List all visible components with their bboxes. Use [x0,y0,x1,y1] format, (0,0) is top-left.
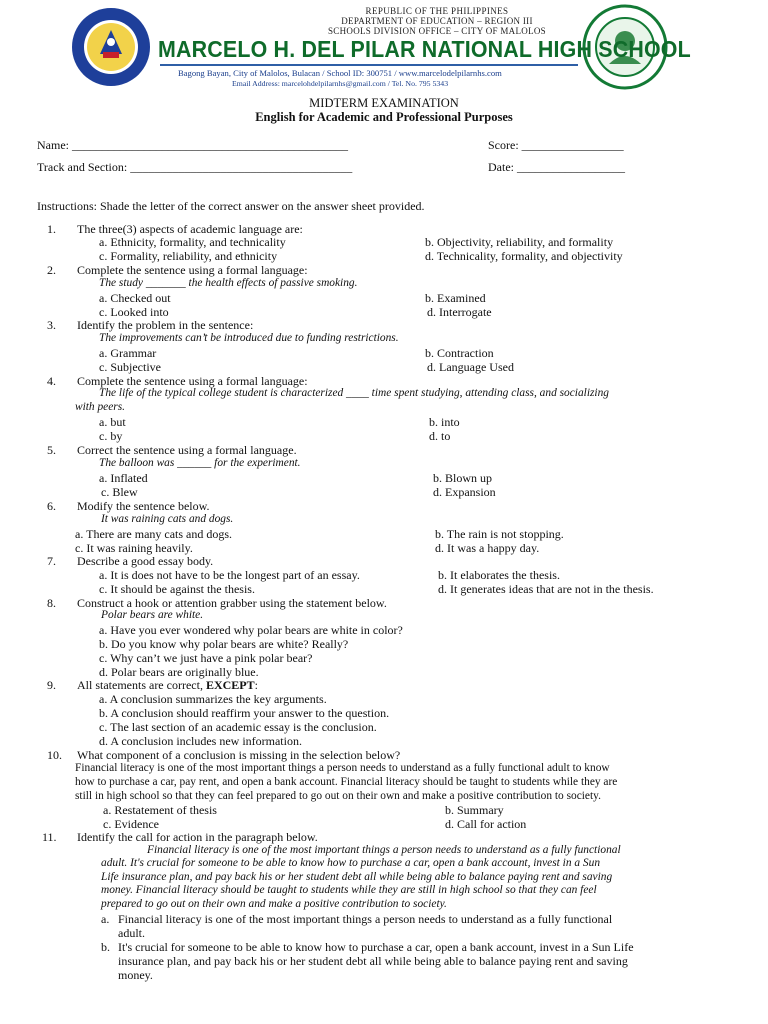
question-stem: Describe a good essay body. [77,554,214,568]
question-number: 4. [47,374,56,388]
option-d[interactable]: d. It was a happy day. [435,541,540,555]
score-field[interactable]: Score: _________________ [488,138,624,152]
option-b[interactable]: b. Blown up [433,471,493,485]
option-c[interactable]: c. Evidence [103,817,159,831]
option-b[interactable]: b. Examined [425,291,486,305]
question-number: 5. [47,443,56,457]
option-c[interactable]: c. Subjective [99,360,161,374]
passage-line: Financial literacy is one of the most important things a person needs to understand as a fully functional adult to know [75,762,610,774]
option-c[interactable]: c. Looked into [99,305,169,319]
option-a[interactable]: a. Grammar [99,346,157,360]
passage-line: adult. It's crucial for someone to be able to know how to purchase a car, open a bank account, invest in a Sun [101,857,601,869]
option-b[interactable]: b. It elaborates the thesis. [438,568,560,582]
republic-line: REPUBLIC OF THE PHILIPPINES [365,6,509,16]
name-field[interactable]: Name: ______________________________________________ [37,138,348,152]
option-a-letter[interactable]: a. [101,912,110,926]
question-prompt: The improvements can’t be introduced due to funding restrictions. [99,332,399,344]
option-d[interactable]: d. It generates ideas that are not in the thesis. [438,582,654,596]
option-c[interactable]: c. Blew [101,485,138,499]
question-number: 10. [47,748,62,762]
division-line: SCHOOLS DIVISION OFFICE – CITY OF MALOLOS [328,26,546,36]
option-c[interactable]: c. The last section of an academic essay is the conclusion. [99,720,377,734]
question-stem: Complete the sentence using a formal language: [77,263,308,277]
question-number: 11. [42,830,57,844]
school-address: Bagong Bayan, City of Malolos, Bulacan / School ID: 300751 / www.marcelodelpilarnhs.com [178,68,502,78]
option-d[interactable]: d. A conclusion includes new information. [99,734,302,748]
question-prompt-cont: with peers. [75,401,125,413]
option-a[interactable]: a. Ethnicity, formality, and technicality [99,235,286,249]
passage-line: still in high school so that they can feel prepared to go out on their own and make a positive contribution to society. [75,790,601,802]
option-b-cont[interactable]: insurance plan, and pay back his or her student debt all while being able to balance paying rent and saving [118,954,628,968]
exam-subject: English for Academic and Professional Purposes [255,110,513,124]
option-a[interactable]: Financial literacy is one of the most important things a person needs to understand as a fully functional [118,912,613,926]
question-stem: Identify the problem in the sentence: [77,318,254,332]
option-b[interactable]: b. Contraction [425,346,494,360]
option-b[interactable]: b. into [429,415,460,429]
header-rule [160,64,578,66]
deped-seal-icon [70,6,152,88]
option-d[interactable]: d. Interrogate [427,305,492,319]
option-d[interactable]: d. Polar bears are originally blue. [99,665,259,679]
passage-line: money. Financial literacy should be taught to students while they are still in high school so that they can feel [101,884,597,896]
option-b[interactable]: b. Objectivity, reliability, and formality [425,235,614,249]
option-d[interactable]: d. to [429,429,451,443]
question-stem: Construct a hook or attention grabber using the statement below. [77,596,387,610]
question-stem: Complete the sentence using a formal language: [77,374,308,388]
option-d[interactable]: d. Call for action [445,817,527,831]
option-a[interactable]: a. It is does not have to be the longest part of an essay. [99,568,360,582]
passage-line: how to purchase a car, pay rent, and open a bank account. Financial literacy should be taught to students while they are [75,776,618,788]
option-a[interactable]: a. Checked out [99,291,171,305]
question-number: 3. [47,318,56,332]
option-c[interactable]: c. It should be against the thesis. [99,582,255,596]
passage-line: Life insurance plan, and pay back his or her student debt all while being able to balance paying rent and saving [101,871,613,883]
track-section-field[interactable]: Track and Section: _____________________________________ [37,160,353,174]
option-a[interactable]: a. Restatement of thesis [103,803,217,817]
question-number: 7. [47,554,56,568]
option-b[interactable]: b. A conclusion should reaffirm your answer to the question. [99,706,390,720]
option-c[interactable]: c. Why can’t we just have a pink polar bear? [99,651,313,665]
question-stem-text: All statements are correct, [77,678,206,692]
school-contact: Email Address: marcelohdelpilarnhs@gmail.com / Tel. No. 795 5343 [232,79,449,88]
option-b-letter[interactable]: b. [101,940,110,954]
option-c[interactable]: c. by [99,429,123,443]
option-a[interactable]: a. A conclusion summarizes the key arguments. [99,692,327,706]
option-b[interactable]: b. Do you know why polar bears are white? Really? [99,637,349,651]
option-d[interactable]: d. Language Used [427,360,514,374]
question-stem: What component of a conclusion is missing in the selection below? [77,748,401,762]
question-stem: Correct the sentence using a formal language. [77,443,297,457]
option-a[interactable]: a. but [99,415,126,429]
option-a[interactable]: a. There are many cats and dogs. [75,527,233,541]
question-number: 9. [47,678,56,692]
option-c[interactable]: c. Formality, reliability, and ethnicity [99,249,278,263]
question-number: 6. [47,499,56,513]
passage-line: prepared to go out on their own and make a positive contribution to society. [101,898,447,910]
option-a[interactable]: a. Inflated [99,471,148,485]
question-stem: The three(3) aspects of academic language are: [77,222,303,236]
option-b-cont[interactable]: money. [118,968,153,982]
question-prompt: It was raining cats and dogs. [101,513,234,525]
question-stem [77,678,258,693]
question-number: 1. [47,222,56,236]
instructions: Instructions: Shade the letter of the correct answer on the answer sheet provided. [37,199,425,213]
question-stem-emphasis: EXCEPT [205,678,255,692]
option-d[interactable]: d. Technicality, formality, and objectivity [425,249,623,263]
exam-title: MIDTERM EXAMINATION [309,96,459,110]
option-b[interactable]: It's crucial for someone to be able to know how to purchase a car, open a bank account, invest in a Sun Life [118,940,634,954]
question-prompt: The life of the typical college student is characterized ____ time spent studying, attending class, and socializing [99,387,609,399]
department-line: DEPARTMENT OF EDUCATION – REGION III [341,16,533,26]
question-number: 2. [47,263,56,277]
option-b[interactable]: b. Summary [445,803,504,817]
option-c[interactable]: c. It was raining heavily. [75,541,193,555]
date-field[interactable]: Date: __________________ [488,160,625,174]
school-name: MARCELO H. DEL PILAR NATIONAL HIGH SCHOOL [158,36,691,62]
option-a-cont[interactable]: adult. [118,926,145,940]
question-prompt: The study _______ the health effects of passive smoking. [99,277,358,289]
question-prompt: The balloon was ______ for the experiment. [99,457,301,469]
passage-line: Financial literacy is one of the most important things a person needs to understand as a fully functional [147,844,621,856]
question-stem: Identify the call for action in the paragraph below. [77,830,318,844]
question-prompt: Polar bears are white. [101,609,204,621]
question-number: 8. [47,596,56,610]
question-stem-end: : [254,678,258,692]
question-stem: Modify the sentence below. [77,499,210,513]
option-d[interactable]: d. Expansion [433,485,496,499]
option-b[interactable]: b. The rain is not stopping. [435,527,564,541]
option-a[interactable]: a. Have you ever wondered why polar bears are white in color? [99,623,403,637]
